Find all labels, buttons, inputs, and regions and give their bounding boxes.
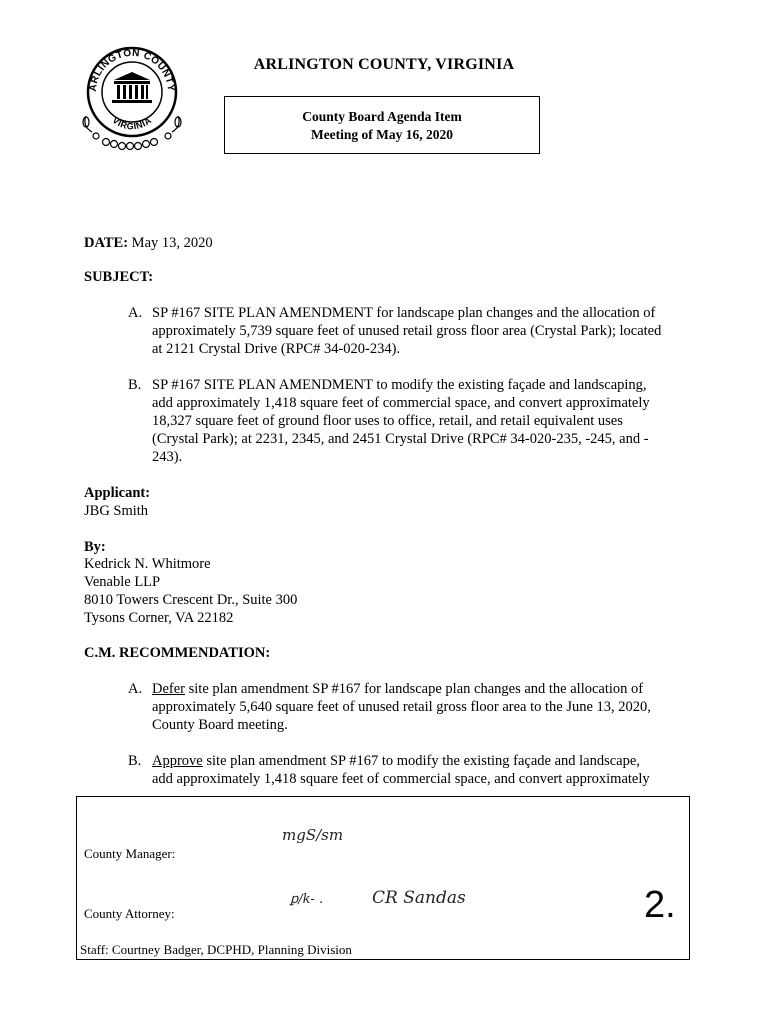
item-line: approximately 5,739 square feet of unused retail gross floor area (Crystal Park); located <box>152 323 662 339</box>
signoff-box <box>76 796 690 960</box>
item-line-rest: site plan amendment SP #167 for landscape plan changes and the allocation of <box>185 681 644 697</box>
recommendation-verb: Approve <box>152 753 203 769</box>
item-line: (Crystal Park); at 2231, 2345, and 2451 Crystal Drive (RPC# 34-020-235, -245, and - <box>152 431 649 447</box>
date-value: May 13, 2020 <box>131 235 213 251</box>
date-line <box>84 234 213 252</box>
item-line: 18,327 square feet of ground floor uses to office, retail, and retail equivalent uses <box>152 413 623 429</box>
staff-line: Staff: Courtney Badger, DCPHD, Planning Division <box>80 942 352 957</box>
item-letter: A. <box>128 305 143 321</box>
address-line: 8010 Towers Crescent Dr., Suite 300 <box>84 592 298 608</box>
agenda-box-title: County Board Agenda Item <box>302 109 462 124</box>
representative-name: Kedrick N. Whitmore <box>84 556 211 572</box>
seal-bottom-text: VIRGINIA <box>110 115 154 132</box>
county-title: ARLINGTON COUNTY, VIRGINIA <box>253 56 515 73</box>
item-letter: B. <box>128 753 142 769</box>
applicant-label: Applicant: <box>84 485 151 501</box>
item-letter: A. <box>128 681 143 697</box>
item-line: approximately 5,640 square feet of unused retail gross floor area to the June 13, 2020, <box>152 699 651 715</box>
recommendation-label: C.M. RECOMMENDATION: <box>84 645 271 661</box>
item-line <box>152 680 643 698</box>
item-line: SP #167 SITE PLAN AMENDMENT to modify the existing façade and landscaping, <box>152 377 647 393</box>
courthouse-icon <box>112 72 152 103</box>
applicant-name: JBG Smith <box>84 503 149 519</box>
agenda-number: 2. <box>644 884 676 926</box>
agenda-item-box <box>224 96 540 154</box>
item-line: County Board meeting. <box>152 717 288 733</box>
item-line-rest: site plan amendment SP #167 to modify the existing façade and landscape, <box>202 753 640 769</box>
city-line: Tysons Corner, VA 22182 <box>84 610 234 626</box>
county-seal <box>78 42 186 154</box>
meeting-date: Meeting of May 16, 2020 <box>310 127 454 142</box>
county-manager-label: County Manager: <box>84 846 176 861</box>
county-manager-signature: mgS/sm <box>282 826 344 844</box>
county-attorney-label: County Attorney: <box>84 906 175 921</box>
item-line: add approximately 1,418 square feet of commercial space, and convert approximately <box>152 771 650 787</box>
item-line: at 2121 Crystal Drive (RPC# 34-020-234). <box>152 341 401 357</box>
item-line: add approximately 1,418 square feet of commercial space, and convert approximately <box>152 395 650 411</box>
by-label: By: <box>84 539 106 555</box>
attorney-initials-signature: ꝑ/k‑ . <box>290 892 324 907</box>
date-label: DATE: <box>84 235 129 251</box>
svg-text:VIRGINIA <box>111 115 154 131</box>
county-attorney-signature: CR Sandas <box>372 888 466 908</box>
item-letter: B. <box>128 377 142 393</box>
subject-label: SUBJECT: <box>84 269 154 285</box>
item-line <box>152 752 640 770</box>
recommendation-verb: Defer <box>152 681 186 697</box>
seal-top-text: ARLINGTON COUNTY <box>87 47 177 93</box>
item-line: 243). <box>152 449 183 465</box>
firm-name: Venable LLP <box>84 574 161 590</box>
item-line: SP #167 SITE PLAN AMENDMENT for landscape plan changes and the allocation of <box>152 305 656 321</box>
